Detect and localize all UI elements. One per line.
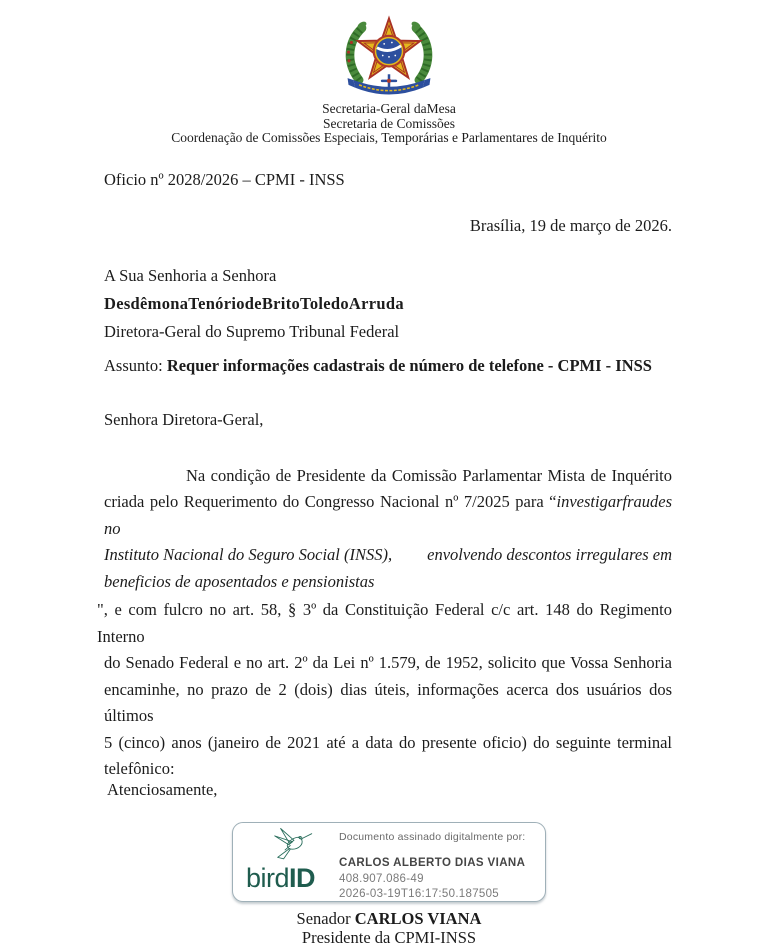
body-line-5: ", e com fulcro no art. 58, § 3º da Constituição Federal c/c art. 148 do Regimento Interno [97,600,672,646]
body-line-9: telefônico: [104,759,175,779]
closing-line: Atenciosamente, [107,779,218,799]
signoff-prefix: Senador [296,908,355,928]
org-line-2: Secretaria de Comissões [323,115,455,131]
brazil-coat-of-arms-icon [336,12,442,98]
greeting-line: Senhora Diretora-Geral, [104,409,264,429]
body-line-4: beneficios de aposentados e pensionistas [104,571,375,591]
signoff-name-line [0,909,778,928]
addressee-title: Diretora-Geral do Supremo Tribunal Federal [104,321,400,341]
body-line-8: 5 (cinco) anos (janeiro de 2021 até a data do presente oficio) do seguinte terminal [104,732,672,752]
document-reference: Oficio nº 2028/2026 – CPMI - INSS [104,169,345,189]
org-line-3: Coordenação de Comissões Especiais, Temporárias e Parlamentares de Inquérito [171,130,607,146]
addressee-block [104,262,672,346]
date-line: Brasília, 19 de março de 2026. [469,215,672,235]
body-line-1: Na condição de Presidente da Comissão Parlamentar Mista de Inquérito [186,465,672,485]
addressee-intro: A Sua Senhoria a Senhora [104,265,277,285]
subject-line [104,352,672,380]
body-line-2-normal: criada pelo Requerimento do Congresso Nacional nº 7/2025 para “ [104,492,557,512]
body-line-2 [104,489,672,542]
subject-label: Assunto: [104,355,167,375]
birdid-logo-regular: bird [246,862,290,893]
digital-signature-stamp [232,822,546,902]
body-line-3 [104,542,672,569]
addressee-name: DesdêmonaTenóriodeBritoToledoArruda [104,293,404,313]
signoff-name: CARLOS VIANA [354,908,482,928]
birdid-brand [233,823,339,901]
signoff-role-line: Presidente da CPMI-INSS [301,927,477,947]
body-paragraph-2 [97,597,672,783]
stamp-signer-name: CARLOS ALBERTO DIAS VIANA [339,856,526,869]
stamp-timestamp: 2026-03-19T16:17:50.187505 [339,887,499,900]
org-line-1: Secretaria-Geral daMesa [322,101,456,116]
subject-text: Requer informações cadastrais de número de telefone - CPMI - INSS [166,355,652,375]
birdid-logo-text [246,863,315,893]
stamp-label: Documento assinado digitalmente por: [339,830,526,843]
signoff-block [0,909,778,947]
birdid-logo-bold: ID [289,862,316,893]
stamp-info [339,823,545,901]
body-line-3-left: Instituto Nacional do Seguro Social (INSS), [104,545,393,565]
emblem-container [0,0,778,98]
org-header [0,102,778,146]
stamp-signer-id: 408.907.086-49 [339,872,424,885]
hummingbird-icon [267,827,315,867]
body-paragraph-1 [104,463,672,596]
body-line-6: do Senado Federal e no art. 2º da Lei nº 1.579, de 1952, solicito que Vossa Senhoria [104,653,672,673]
body-line-3-right: envolvendo descontos irregulares em [427,545,672,565]
body-line-2-italic: investigarfraudes no [104,492,672,538]
body-line-7: encaminhe, no prazo de 2 (dois) dias úteis, informações acerca dos usuários dos últimos [104,679,672,726]
